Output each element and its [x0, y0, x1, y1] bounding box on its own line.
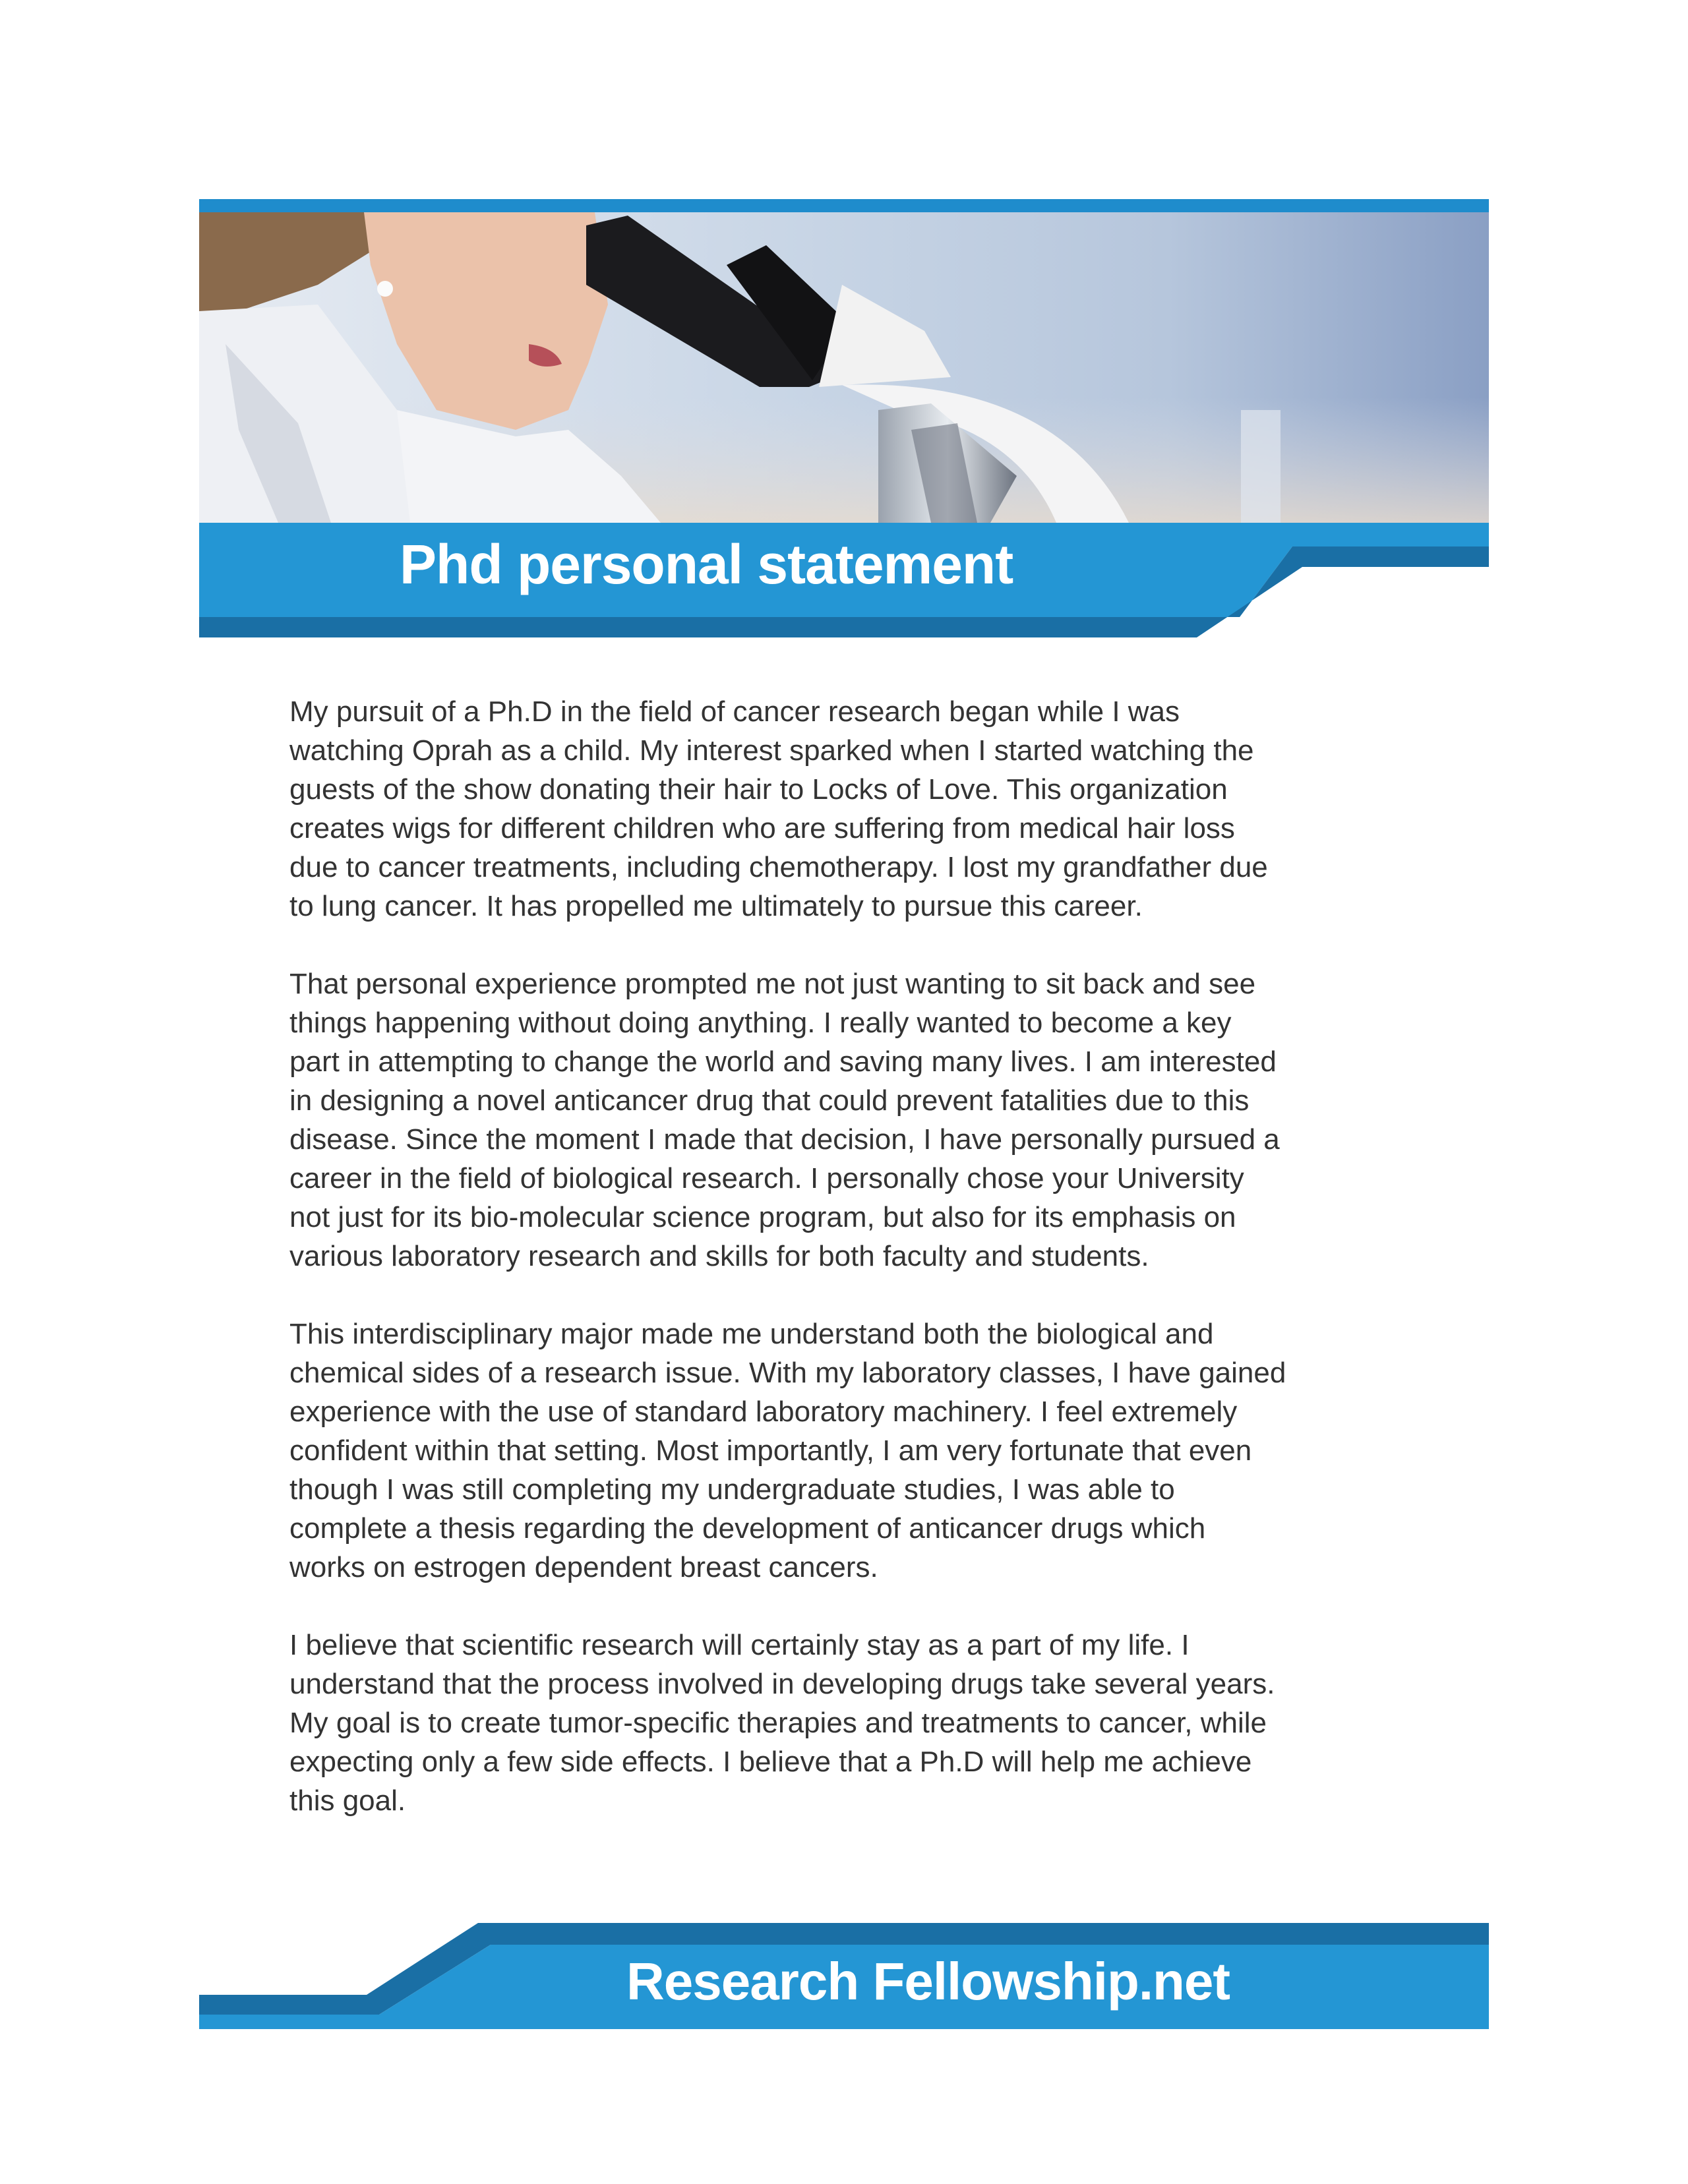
header-top-bar [199, 199, 1489, 212]
text-line: guests of the show donating their hair to Locks of Love. This organization [289, 773, 1228, 806]
text-line: though I was still completing my undergraduate studies, I was able to [289, 1473, 1175, 1506]
scientist-microscope-photo [199, 212, 1489, 523]
paragraph-3 [289, 1314, 1476, 1587]
text-line: due to cancer treatments, including chemotherapy. I lost my grandfather due [289, 851, 1268, 883]
paragraph-1 [289, 692, 1476, 926]
text-line: My goal is to create tumor-specific therapies and treatments to cancer, while [289, 1707, 1267, 1739]
text-line: works on estrogen dependent breast cancers. [289, 1551, 878, 1583]
text-line: This interdisciplinary major made me understand both the biological and [289, 1318, 1214, 1350]
text-line: things happening without doing anything. I really wanted to become a key [289, 1007, 1232, 1039]
text-line: career in the field of biological research. I personally chose your University [289, 1162, 1244, 1195]
text-line: part in attempting to change the world and saving many lives. I am interested [289, 1046, 1277, 1078]
text-line: watching Oprah as a child. My interest sparked when I started watching the [289, 734, 1254, 767]
text-line: experience with the use of standard laboratory machinery. I feel extremely [289, 1396, 1238, 1428]
text-line: in designing a novel anticancer drug that could prevent fatalities due to this [289, 1084, 1250, 1117]
text-line: I believe that scientific research will certainly stay as a part of my life. I [289, 1629, 1190, 1661]
page-title: Phd personal statement [400, 533, 1013, 595]
text-line: My pursuit of a Ph.D in the field of cancer research began while I was [289, 695, 1180, 728]
text-line: to lung cancer. It has propelled me ultimately to pursue this career. [289, 890, 1143, 922]
statement-body [289, 692, 1476, 1859]
paragraph-2 [289, 964, 1476, 1276]
text-line: various laboratory research and skills for both faculty and students. [289, 1240, 1149, 1272]
paragraph-4 [289, 1626, 1476, 1820]
text-line: understand that the process involved in developing drugs take several years. [289, 1668, 1275, 1700]
text-line: confident within that setting. Most importantly, I am very fortunate that even [289, 1434, 1252, 1467]
text-line: not just for its bio-molecular science program, but also for its emphasis on [289, 1201, 1236, 1233]
text-line: complete a thesis regarding the development of anticancer drugs which [289, 1512, 1206, 1545]
text-line: chemical sides of a research issue. With my laboratory classes, I have gained [289, 1357, 1286, 1389]
text-line: That personal experience prompted me not just wanting to sit back and see [289, 968, 1256, 1000]
footer-brand: Research Fellowship.net [626, 1952, 1230, 2011]
text-line: creates wigs for different children who are suffering from medical hair loss [289, 812, 1235, 844]
text-line: expecting only a few side effects. I believe that a Ph.D will help me achieve [289, 1746, 1252, 1778]
text-line: disease. Since the moment I made that decision, I have personally pursued a [289, 1123, 1280, 1156]
text-line: this goal. [289, 1785, 406, 1817]
